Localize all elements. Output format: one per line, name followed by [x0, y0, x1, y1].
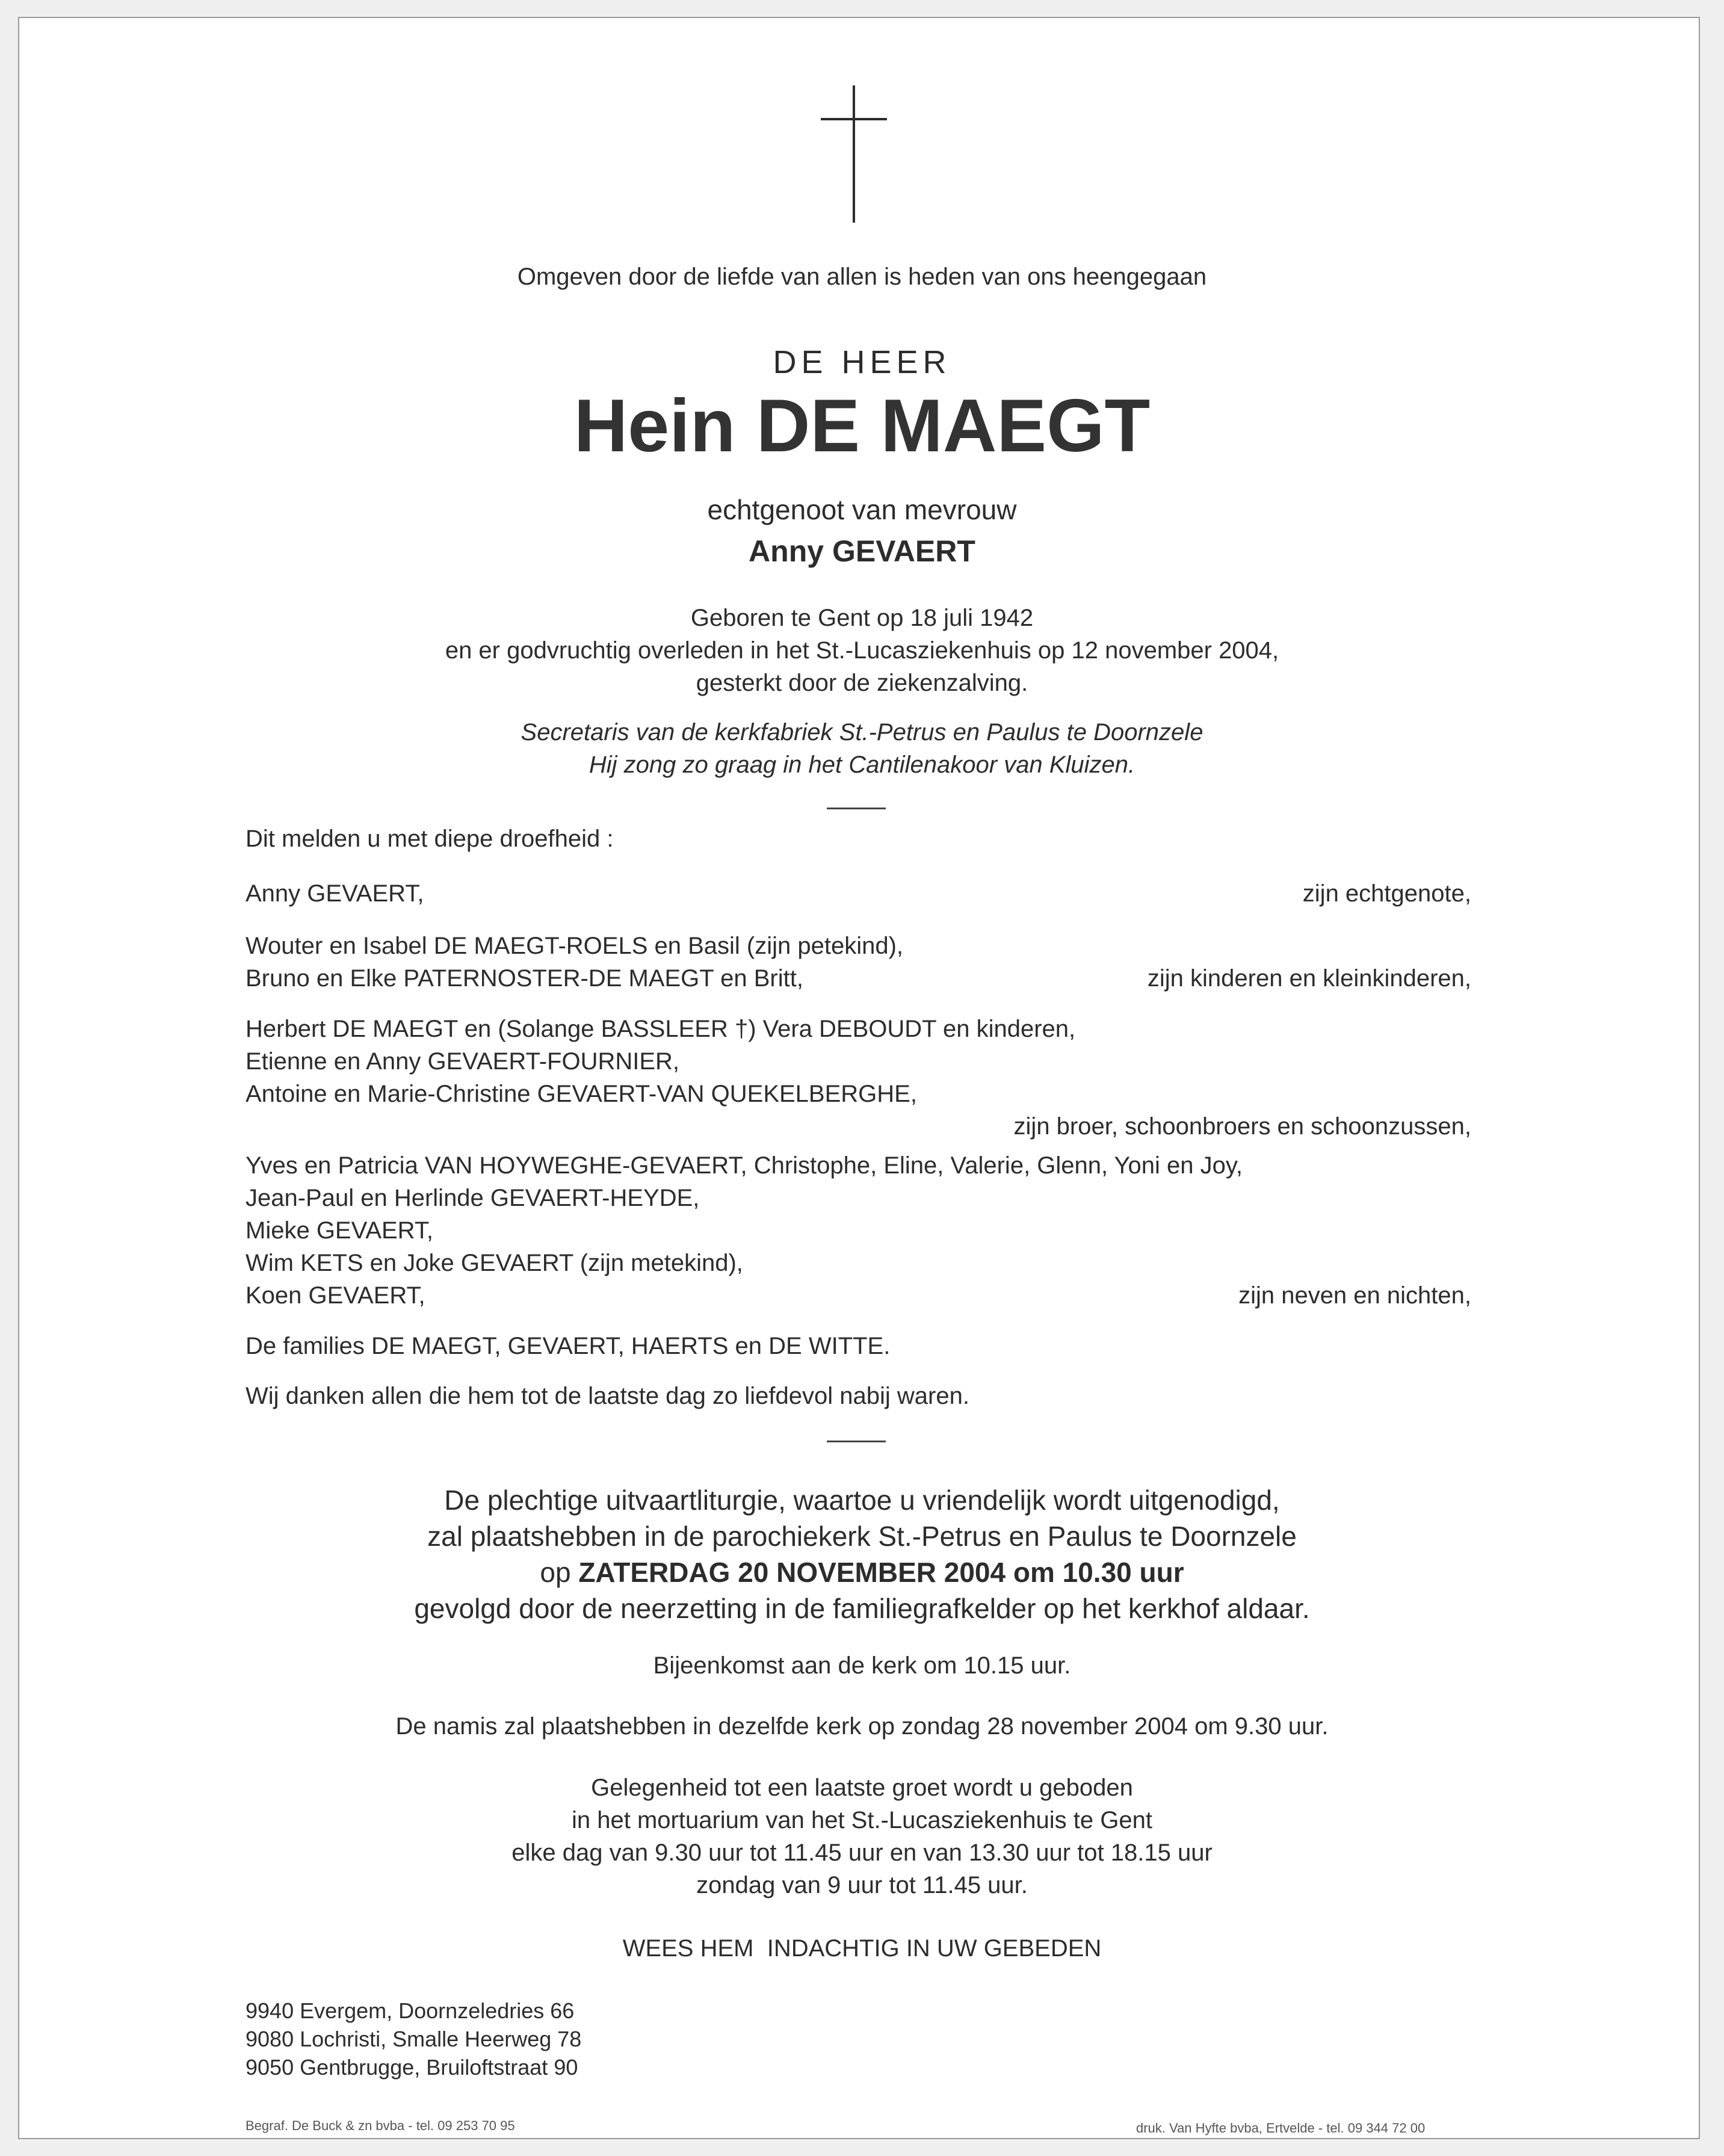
family-group-children	[246, 930, 1471, 995]
divider	[827, 808, 886, 809]
footer-left: Begraf. De Buck & zn bvba - tel. 09 253 70 95	[246, 2118, 515, 2133]
honorific: DE HEER	[773, 344, 951, 380]
family-relation: zijn echtgenote,	[1302, 880, 1471, 907]
visit-line: Gelegenheid tot een laatste groet wordt u geboden	[591, 1775, 1133, 1801]
gathering-text: Bijeenkomst aan de kerk om 10.15 uur.	[653, 1652, 1071, 1679]
footer-right: druk. Van Hyfte bvba, Ertvelde - tel. 09 344 72 00	[1136, 2120, 1426, 2136]
families-line	[246, 1330, 1471, 1362]
funeral-details	[0, 1482, 1724, 1626]
funeral-date-prefix: op	[540, 1557, 571, 1588]
family-line	[246, 1247, 1471, 1279]
family-member: Etienne en Anny GEVAERT-FOURNIER,	[246, 1048, 680, 1075]
family-line	[246, 1045, 1471, 1078]
announce-text: Dit melden u met diepe droefheid :	[246, 826, 614, 852]
life-details	[0, 602, 1724, 699]
thanks-text: Wij danken allen die hem tot de laatste dag zo liefdevol nabij waren.	[246, 1383, 969, 1409]
family-member: Antoine en Marie-Christine GEVAERT-VAN QUEKELBERGHE,	[246, 1081, 917, 1107]
families-row	[246, 1330, 1471, 1362]
visit-line: in het mortuarium van het St.-Lucasziekenhuis te Gent	[572, 1807, 1152, 1833]
addresses	[246, 1997, 1471, 2081]
namis-text: De namis zal plaatshebben in dezelfde kerk op zondag 28 november 2004 om 9.30 uur.	[395, 1713, 1329, 1740]
family-group-siblings	[246, 1013, 1471, 1143]
family-member: Wouter en Isabel DE MAEGT-ROELS en Basil (zijn petekind),	[246, 933, 904, 959]
visit-line: elke dag van 9.30 uur tot 11.45 uur en van 13.30 uur tot 18.15 uur	[511, 1839, 1213, 1866]
cross-icon	[820, 84, 888, 224]
spouse-name: Anny GEVAERT	[749, 534, 975, 568]
life-line: en er godvruchtig overleden in het St.-Lucasziekenhuis op 12 november 2004,	[445, 637, 1279, 664]
divider	[827, 1441, 886, 1442]
family-member: Jean-Paul en Herlinde GEVAERT-HEYDE,	[246, 1185, 700, 1211]
spouse-intro: echtgenoot van mevrouw	[707, 494, 1017, 525]
family-line	[246, 962, 1471, 995]
family-relation: zijn kinderen en kleinkinderen,	[1147, 965, 1471, 992]
funeral-line: gevolgd door de neerzetting in de familiegrafkelder op het kerkhof aldaar.	[414, 1593, 1310, 1624]
family-member: Koen GEVAERT,	[246, 1282, 425, 1309]
family-line	[246, 1182, 1471, 1214]
funeral-date-line	[0, 1554, 1724, 1590]
family-relation: zijn neven en nichten,	[1238, 1282, 1471, 1309]
family-line	[246, 930, 1471, 962]
tribute-line: Secretaris van de kerkfabriek St.-Petrus en Paulus te Doornzele	[521, 719, 1203, 746]
family-member: Herbert DE MAEGT en (Solange BASSLEER †) Vera DEBOUDT en kinderen,	[246, 1016, 1076, 1042]
family-member: Yves en Patricia VAN HOYWEGHE-GEVAERT, Christophe, Eline, Valerie, Glenn, Yoni en Joy,	[246, 1152, 1243, 1179]
family-member: Wim KETS en Joke GEVAERT (zijn metekind),	[246, 1250, 743, 1276]
family-line	[246, 1149, 1471, 1182]
thanks-row	[246, 1380, 1471, 1412]
family-group-cousins	[246, 1149, 1471, 1312]
deceased-name: Hein DE MAEGT	[573, 385, 1151, 468]
family-relation: zijn broer, schoonbroers en schoonzussen,	[1013, 1113, 1471, 1140]
funeral-line: De plechtige uitvaartliturgie, waartoe u vriendelijk wordt uitgenodigd,	[444, 1484, 1280, 1516]
family-member: Anny GEVAERT,	[246, 880, 424, 907]
thanks-line	[246, 1380, 1471, 1412]
address-line: 9080 Lochristi, Smalle Heerweg 78	[246, 2027, 582, 2051]
intro-text: Omgeven door de liefde van allen is heden van ons heengegaan	[517, 264, 1207, 290]
family-line	[246, 1214, 1471, 1247]
family-member: Bruno en Elke PATERNOSTER-DE MAEGT en Britt,	[246, 965, 803, 992]
tribute	[0, 716, 1724, 781]
funeral-date: ZATERDAG 20 NOVEMBER 2004 om 10.30 uur	[578, 1557, 1184, 1588]
announce-line	[246, 823, 1471, 855]
life-line: gesterkt door de ziekenzalving.	[696, 670, 1028, 696]
family-line	[246, 1110, 1471, 1143]
family-line	[246, 1078, 1471, 1110]
life-line: Geboren te Gent op 18 juli 1942	[690, 605, 1034, 631]
tribute-line: Hij zong zo graag in het Cantilenakoor van Kluizen.	[589, 752, 1135, 778]
family-line	[246, 877, 1471, 910]
visit-line: zondag van 9 uur tot 11.45 uur.	[696, 1872, 1028, 1898]
address-line: 9940 Evergem, Doornzeledries 66	[246, 1998, 575, 2023]
visit-details	[0, 1771, 1724, 1901]
family-line	[246, 1279, 1471, 1312]
family-member: Mieke GEVAERT,	[246, 1217, 433, 1244]
family-group-spouse	[246, 877, 1471, 910]
families-text: De families DE MAEGT, GEVAERT, HAERTS en DE WITTE.	[246, 1333, 891, 1359]
family-line	[246, 1013, 1471, 1045]
family-announcement	[246, 823, 1471, 855]
address-line: 9050 Gentbrugge, Bruiloftstraat 90	[246, 2055, 578, 2080]
funeral-line: zal plaatshebben in de parochiekerk St.-Petrus en Paulus te Doornzele	[427, 1521, 1297, 1552]
prayer-text: WEES HEM INDACHTIG IN UW GEBEDEN	[622, 1935, 1102, 1962]
